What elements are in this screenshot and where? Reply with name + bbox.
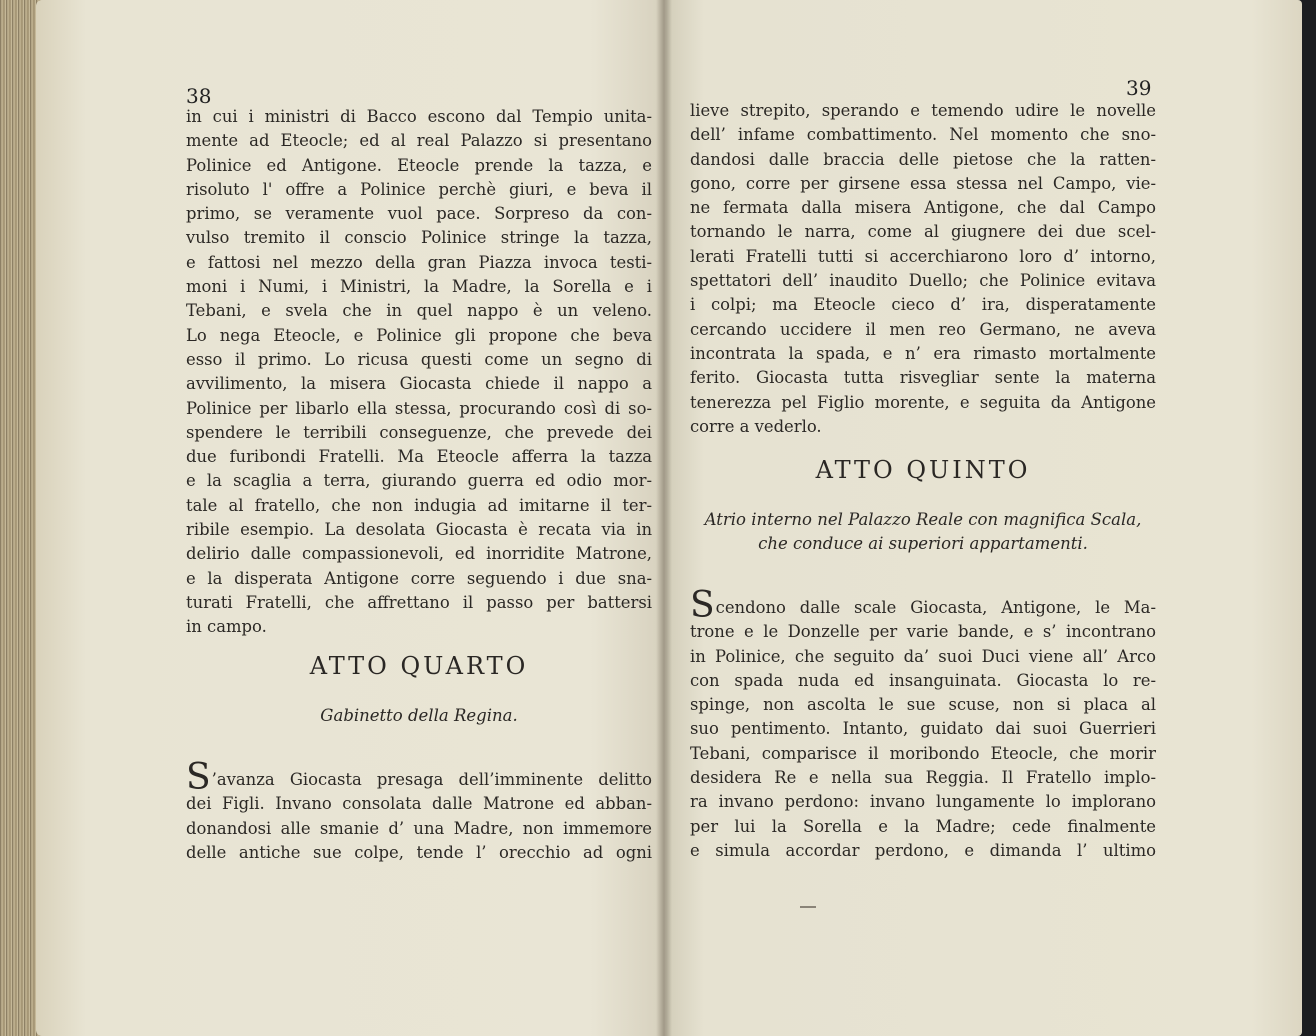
text-line: desidera Re e nella sua Reggia. Il Fratello implo- — [690, 768, 1156, 788]
right-paragraph-2 — [690, 585, 1156, 863]
text-line: Lo nega Eteocle, e Polinice gli propone che beva — [186, 325, 652, 345]
act-five-scene-line-1: Atrio interno nel Palazzo Reale con magnifica Scala, — [704, 510, 1142, 529]
text-line: ferito. Giocasta tutta risvegliar sente la materna — [690, 368, 1156, 388]
right-page-number: 39 — [1126, 76, 1152, 100]
text-line: tenerezza pel Figlio morente, e seguita da Antigone — [690, 392, 1156, 412]
text-line-rest: cendono dalle scale Giocasta, Antigone, le Ma- — [715, 598, 1156, 617]
page-mark — [800, 906, 816, 908]
text-line: avvilimento, la misera Giocasta chiede il nappo a — [186, 374, 652, 394]
text-line: cercando uccidere il men reo Germano, ne aveva — [690, 319, 1156, 339]
right-paragraph-1 — [690, 99, 1156, 439]
text-line: tornando le narra, come al giugnere dei due scel- — [690, 222, 1156, 242]
act-five-title: ATTO QUINTO — [815, 456, 1031, 484]
text-line: esso il primo. Lo ricusa questi come un segno di — [186, 349, 652, 369]
drop-cap: S — [690, 585, 715, 626]
text-line: Polinice per libarlo ella stessa, procurando così di so- — [186, 398, 652, 418]
text-line: incontrata la spada, e n’ era rimasto mortalmente — [690, 343, 1156, 363]
text-line: ribile esempio. La desolata Giocasta è recata via in — [186, 520, 652, 540]
act-five-scene — [690, 508, 1156, 556]
text-line: con spada nuda ed insanguinata. Giocasta lo re- — [690, 670, 1156, 690]
text-line: trone e le Donzelle per varie bande, e s’ incontrano — [690, 622, 1156, 642]
text-line: in campo. — [186, 617, 267, 637]
text-line: dei Figli. Invano consolata dalle Matrone ed abban- — [186, 794, 652, 814]
act-four-scene: Gabinetto della Regina. — [320, 706, 518, 725]
text-line: lerati Fratelli tutti si accerchiarono loro d’ intorno, — [690, 246, 1156, 266]
text-line: primo, se veramente vuol pace. Sorpreso da con- — [186, 204, 652, 224]
left-paragraph-1 — [186, 105, 652, 640]
text-line: i colpi; ma Eteocle cieco d’ ira, disperatamente — [690, 295, 1156, 315]
text-line: e simula accordar perdono, e dimanda l’ ultimo — [690, 840, 1156, 860]
text-line: dandosi dalle braccia delle pietose che la ratten- — [690, 149, 1156, 169]
text-line: ne fermata dalla misera Antigone, che dal Campo — [690, 198, 1156, 218]
act-four-title: ATTO QUARTO — [309, 652, 529, 680]
text-line: spettatori dell’ inaudito Duello; che Polinice evitava — [690, 271, 1156, 291]
text-line: delle antiche sue colpe, tende l’ orecchio ad ogni — [186, 842, 652, 862]
text-line-rest: ’avanza Giocasta presaga dell’imminente delitto — [211, 770, 652, 789]
text-line: Tebani, comparisce il moribondo Eteocle, che morir — [690, 743, 1156, 763]
text-line: e la scaglia a terra, giurando guerra ed odio mor- — [186, 471, 652, 491]
text-line: lieve strepito, sperando e temendo udire le novelle — [690, 101, 1156, 120]
text-line: Polinice ed Antigone. Eteocle prende la tazza, e — [186, 155, 652, 175]
text-line: gono, corre per girsene essa stessa nel Campo, vie- — [690, 173, 1156, 193]
text-line: in Polinice, che seguito da’ suoi Duci viene all’ Arco — [690, 646, 1156, 666]
text-line: moni i Numi, i Ministri, la Madre, la Sorella e i — [186, 277, 652, 297]
text-line: per lui la Sorella e la Madre; cede finalmente — [690, 816, 1156, 836]
text-line: vulso tremito il conscio Polinice stringe la tazza, — [186, 228, 652, 248]
text-line: spendere le terribili conseguenze, che prevede dei — [186, 422, 652, 442]
text-line: corre a vederlo. — [690, 416, 822, 436]
text-line: Tebani, e svela che in quel nappo è un veleno. — [186, 301, 652, 321]
book-gutter — [656, 0, 672, 1036]
left-page-number: 38 — [186, 84, 212, 108]
text-line: delirio dalle compassionevoli, ed inorridite Matrone, — [186, 544, 652, 564]
text-line — [186, 757, 652, 798]
text-line: turati Fratelli, che affrettano il passo per battersi — [186, 592, 652, 612]
left-paragraph-2 — [186, 757, 652, 865]
text-line — [690, 585, 1156, 626]
text-line: risoluto l' offre a Polinice perchè giuri, e beva il — [186, 179, 652, 199]
text-line: due furibondi Fratelli. Ma Eteocle afferra la tazza — [186, 447, 652, 467]
text-line: dell’ infame combattimento. Nel momento che sno- — [690, 125, 1156, 145]
text-line: e la disperata Antigone corre seguendo i due sna- — [186, 568, 652, 588]
text-line: donandosi alle smanie d’ una Madre, non immemore — [186, 818, 652, 838]
text-line: in cui i ministri di Bacco escono dal Tempio unita- — [186, 107, 652, 126]
text-line: spinge, non ascolta le sue scuse, non si placa al — [690, 695, 1156, 715]
drop-cap: S — [186, 757, 211, 798]
text-line: tale al fratello, che non indugia ad imitarne il ter- — [186, 495, 652, 515]
text-line: suo pentimento. Intanto, guidato dai suoi Guerrieri — [690, 719, 1156, 739]
act-five-scene-line-2: che conduce ai superiori appartamenti. — [758, 534, 1088, 553]
text-line: ra invano perdono: invano lungamente lo implorano — [690, 792, 1156, 812]
text-line: mente ad Eteocle; ed al real Palazzo si presentano — [186, 131, 652, 151]
text-line: e fattosi nel mezzo della gran Piazza invoca testi- — [186, 252, 652, 272]
